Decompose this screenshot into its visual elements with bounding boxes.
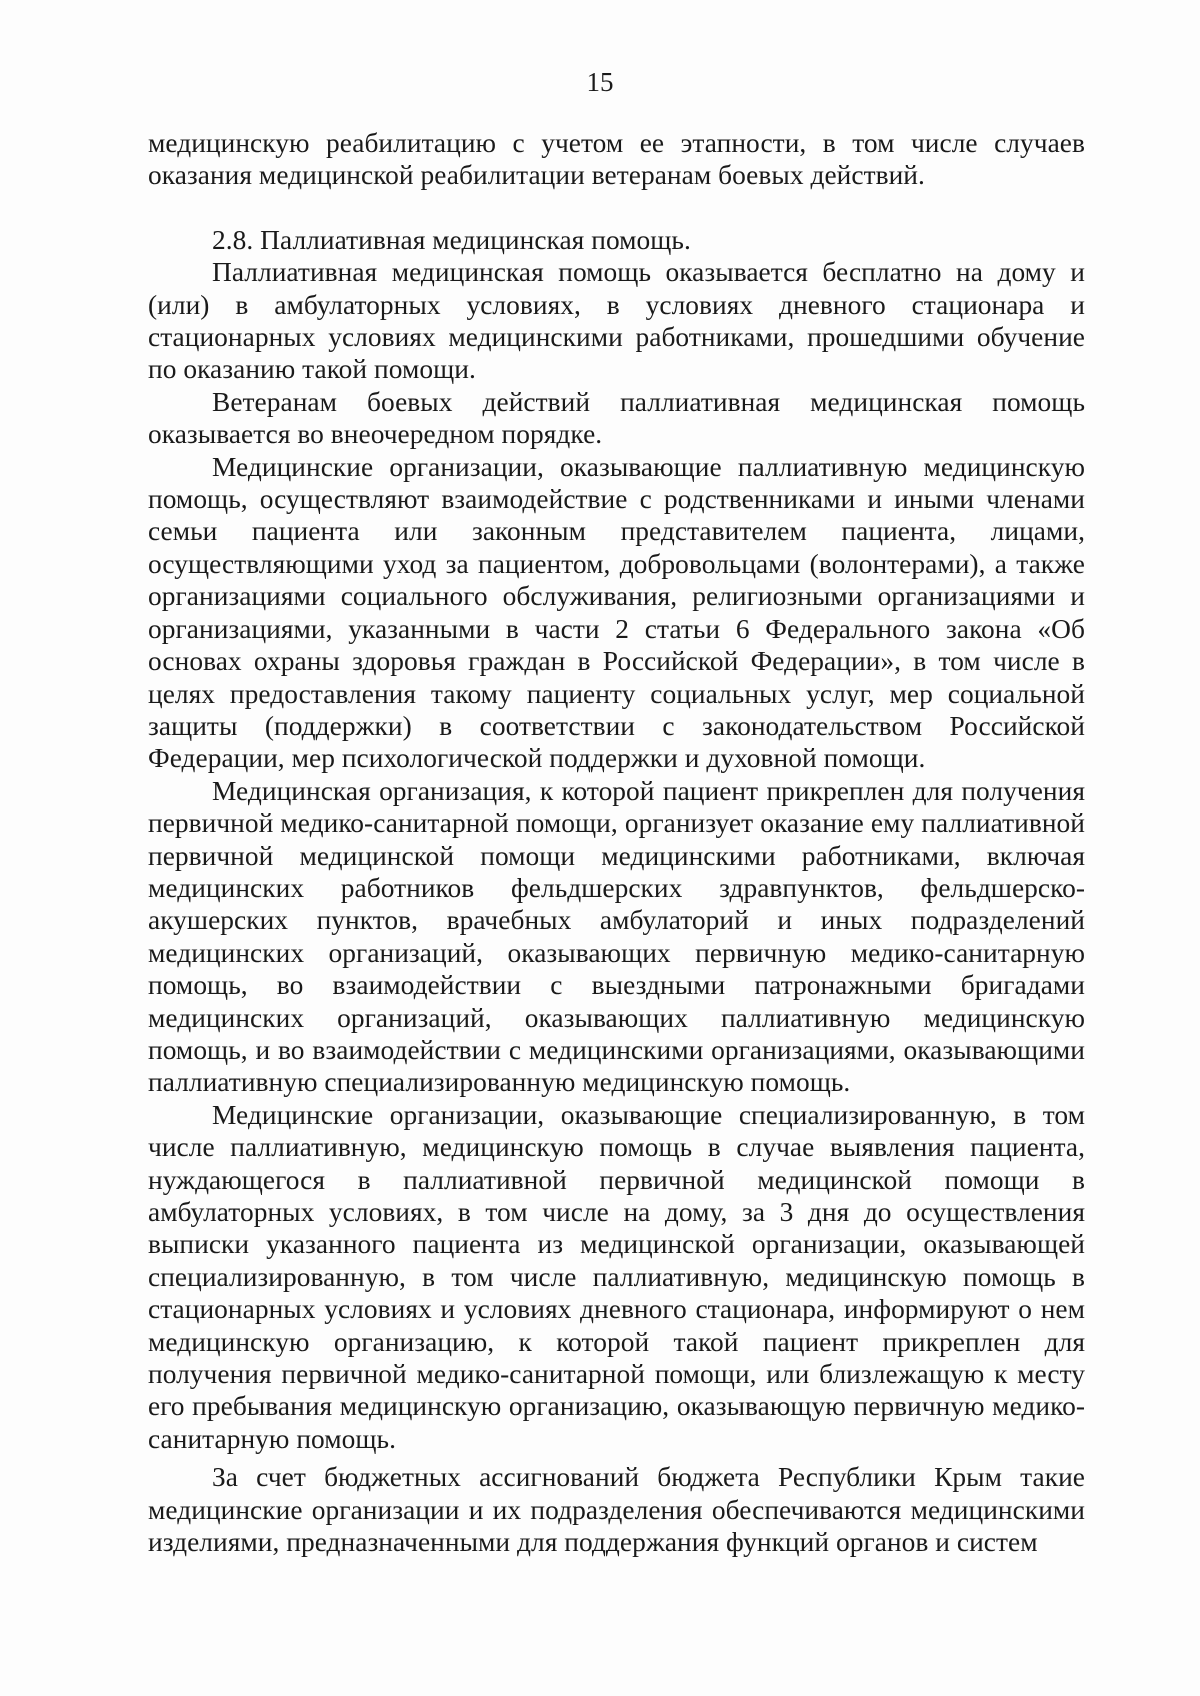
- paragraph-palliative-care-free: Паллиативная медицинская помощь оказывается бесплатно на дому и (или) в амбулаторных условиях, в условиях дневного стационара и стационарных условиях медицинскими работниками, прошедшими обучение по оказанию такой помощи.: [148, 257, 1085, 385]
- continuation-paragraph: медицинскую реабилитацию с учетом ее этапности, в том числе случаев оказания медицинской реабилитации ветеранам боевых действий.: [148, 128, 1085, 191]
- paragraph-primary-care-organization: Медицинская организация, к которой пациент прикреплен для получения первичной медико-санитарной помощи, организует оказание ему паллиативной первичной медицинской помощи медицинскими работниками, включая медицинских работников фельдшерских здравпунктов, фельдшерско-акушерских пунктов, врачебных амбулаторий и иных подразделений медицинских организаций, оказывающих первичную медико-санитарную помощь, во взаимодействии с выездными патронажными бригадами медицинских организаций, оказывающих паллиативную медицинскую помощь, и во взаимодействии с медицинскими организациями, оказывающими паллиативную специализированную медицинскую помощь.: [148, 775, 1085, 1098]
- paragraph-veterans-priority: Ветеранам боевых действий паллиативная медицинская помощь оказывается во внеочередном порядке.: [148, 386, 1085, 450]
- paragraph-interaction-with-relatives: Медицинские организации, оказывающие паллиативную медицинскую помощь, осуществляют взаимодействие с родственниками и иными членами семьи пациента или законным представителем пациента, лицами, осуществляющими уход за пациентом, добровольцами (волонтерами), а также организациями социального обслуживания, религиозными организациями и организациями, указанными в части 2 статьи 6 Федерального закона «Об основах охраны здоровья граждан в Российской Федерации», в том числе в целях предоставления такому пациенту социальных услуг, мер социальной защиты (поддержки) в соответствии с законодательством Российской Федерации, мер психологической поддержки и духовной помощи.: [148, 451, 1085, 774]
- paragraph-budget-funding: За счет бюджетных ассигнований бюджета Республики Крым такие медицинские организации и их подразделения обеспечиваются медицинскими изделиями, предназначенными для поддержания функций органов и систем: [148, 1462, 1085, 1558]
- page-number: 15: [586, 67, 614, 97]
- section-heading: 2.8. Паллиативная медицинская помощь.: [212, 224, 691, 255]
- paragraph-specialized-organizations: Медицинские организации, оказывающие специализированную, в том числе паллиативную, медицинскую помощь в случае выявления пациента, нуждающегося в паллиативной первичной медицинской помощи в амбулаторных условиях, в том числе на дому, за 3 дня до осуществления выписки указанного пациента из медицинской организации, оказывающей специализированную, в том числе паллиативную, медицинскую помощь в стационарных условиях и условиях дневного стационара, информируют о нем медицинскую организацию, к которой такой пациент прикреплен для получения первичной медико-санитарной помощи, или близлежащую к месту его пребывания медицинскую организацию, оказывающую первичную медико-санитарную помощь.: [148, 1099, 1085, 1454]
- document-body: [148, 127, 1085, 1558]
